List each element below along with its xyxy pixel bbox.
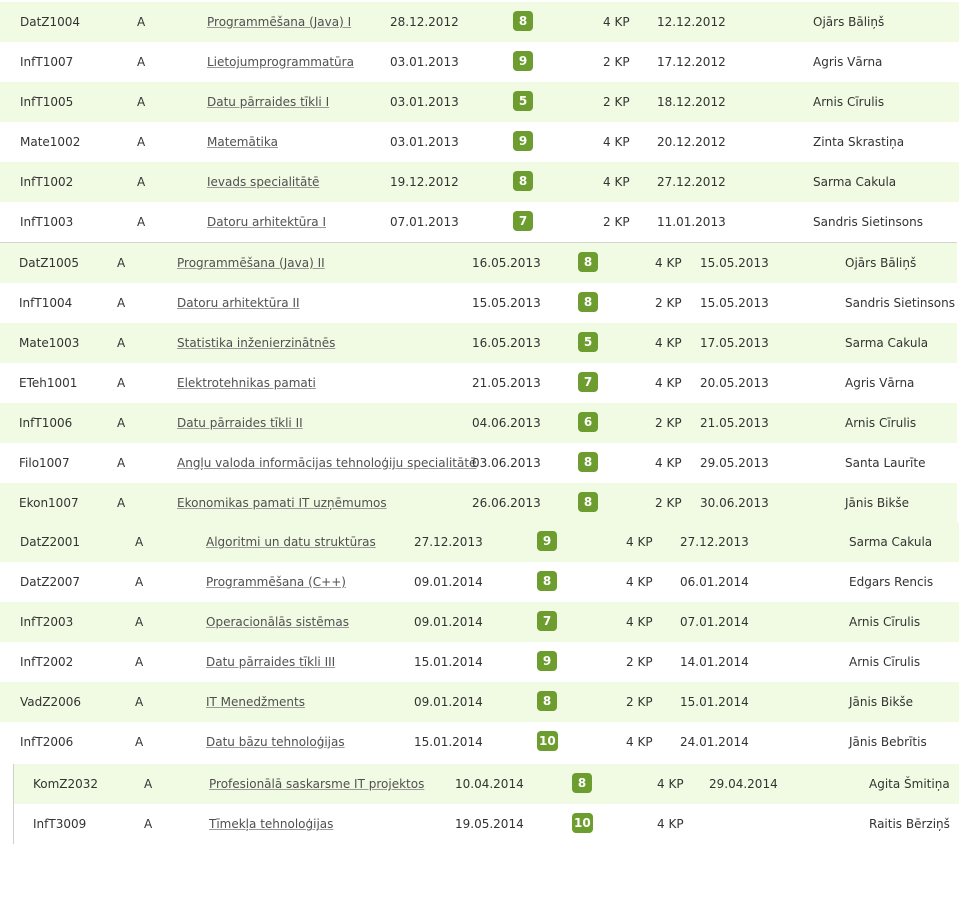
credit-points: 4 KP (655, 336, 682, 350)
grade-badge: 9 (513, 51, 533, 71)
course-code: ETeh1001 (19, 376, 78, 390)
exam-date: 06.01.2014 (680, 575, 749, 589)
table-row (0, 722, 959, 762)
semester-table-3 (0, 522, 959, 762)
course-code: InfT1002 (20, 175, 74, 189)
teacher-name: Jānis Bebrītis (849, 735, 927, 749)
course-part: A (137, 15, 146, 29)
exam-date: 15.05.2013 (700, 256, 769, 270)
course-name-link[interactable]: Statistika inženierzinātnēs (177, 336, 336, 350)
course-name-link[interactable]: Tīmekļa tehnoloģijas (209, 817, 334, 831)
grade-date: 09.01.2014 (414, 615, 483, 629)
course-code: InfT1005 (20, 95, 74, 109)
credit-points: 2 KP (655, 496, 682, 510)
semester-table-2 (0, 242, 957, 523)
grade-date: 03.01.2013 (390, 135, 459, 149)
course-part: A (117, 296, 126, 310)
teacher-name: Sarma Cakula (845, 336, 929, 350)
course-part: A (117, 456, 126, 470)
grade-date: 03.06.2013 (472, 456, 541, 470)
course-code: Filo1007 (19, 456, 70, 470)
teacher-name: Agita Šmitiņa (869, 777, 950, 791)
credit-points: 4 KP (603, 15, 630, 29)
course-code: InfT3009 (33, 817, 87, 831)
course-part: A (144, 817, 153, 831)
credit-points: 4 KP (657, 777, 684, 791)
table-row (0, 283, 957, 323)
course-code: InfT1006 (19, 416, 73, 430)
teacher-name: Agris Vārna (813, 55, 883, 69)
grade-date: 27.12.2013 (414, 535, 483, 549)
table-row (14, 804, 959, 844)
exam-date: 07.01.2014 (680, 615, 749, 629)
course-part: A (137, 135, 146, 149)
exam-date: 21.05.2013 (700, 416, 769, 430)
table-row (0, 42, 959, 82)
table-row (14, 764, 959, 804)
course-code: DatZ1004 (20, 15, 81, 29)
grade-date: 07.01.2013 (390, 215, 459, 229)
course-name-link[interactable]: Datoru arhitektūra I (207, 215, 326, 229)
exam-date: 11.01.2013 (657, 215, 726, 229)
teacher-name: Jānis Bikše (845, 496, 910, 510)
course-name-link[interactable]: Programmēšana (Java) II (177, 256, 325, 270)
exam-date: 17.12.2012 (657, 55, 726, 69)
course-code: InfT1004 (19, 296, 73, 310)
course-code: KomZ2032 (33, 777, 99, 791)
course-code: DatZ2001 (20, 535, 81, 549)
grade-date: 26.06.2013 (472, 496, 541, 510)
teacher-name: Arnis Cīrulis (849, 615, 921, 629)
course-name-link[interactable]: IT Menedžments (206, 695, 305, 709)
teacher-name: Arnis Cīrulis (849, 655, 921, 669)
course-part: A (117, 336, 126, 350)
exam-date: 12.12.2012 (657, 15, 726, 29)
teacher-name: Sarma Cakula (813, 175, 897, 189)
grade-badge: 8 (537, 571, 557, 591)
grade-date: 19.05.2014 (455, 817, 524, 831)
table-row (0, 243, 957, 283)
credit-points: 4 KP (626, 535, 653, 549)
credit-points: 2 KP (626, 695, 653, 709)
course-name-link[interactable]: Angļu valoda informācijas tehnoloģiju specialitātē (177, 456, 477, 470)
grade-badge: 8 (572, 773, 592, 793)
credit-points: 4 KP (626, 615, 653, 629)
course-name-link[interactable]: Programmēšana (Java) I (207, 15, 352, 29)
semester-table-4 (13, 764, 959, 844)
table-row (0, 363, 957, 403)
grade-badge: 7 (513, 211, 533, 231)
exam-date: 29.04.2014 (709, 777, 778, 791)
teacher-name: Arnis Cīrulis (813, 95, 885, 109)
exam-date: 17.05.2013 (700, 336, 769, 350)
course-name-link[interactable]: Lietojumprogrammatūra (207, 55, 354, 69)
teacher-name: Edgars Rencis (849, 575, 934, 589)
grade-date: 09.01.2014 (414, 695, 483, 709)
grade-badge: 7 (537, 611, 557, 631)
course-part: A (135, 535, 144, 549)
course-name-link[interactable]: Profesionālā saskarsme IT projektos (209, 777, 425, 791)
exam-date: 14.01.2014 (680, 655, 749, 669)
teacher-name: Arnis Cīrulis (845, 416, 917, 430)
course-name-link[interactable]: Datu bāzu tehnoloģijas (206, 735, 345, 749)
course-code: InfT2003 (20, 615, 74, 629)
grade-date: 28.12.2012 (390, 15, 459, 29)
grade-date: 15.01.2014 (414, 655, 483, 669)
teacher-name: Sandris Sietinsons (845, 296, 955, 310)
credit-points: 4 KP (603, 135, 630, 149)
grade-date: 15.01.2014 (414, 735, 483, 749)
course-code: DatZ1005 (19, 256, 80, 270)
course-name-link[interactable]: Ekonomikas pamati IT uzņēmumos (177, 496, 387, 510)
grade-badge: 10 (537, 731, 558, 751)
credit-points: 2 KP (655, 296, 682, 310)
teacher-name: Sandris Sietinsons (813, 215, 923, 229)
semester-table-1 (0, 2, 959, 242)
course-code: Mate1002 (20, 135, 81, 149)
course-code: Ekon1007 (19, 496, 79, 510)
exam-date: 29.05.2013 (700, 456, 769, 470)
table-row (0, 522, 959, 562)
grade-badge: 8 (578, 452, 598, 472)
table-row (0, 323, 957, 363)
course-part: A (135, 615, 144, 629)
teacher-name: Jānis Bikše (849, 695, 914, 709)
course-name-link[interactable]: Datu pārraides tīkli III (206, 655, 336, 669)
teacher-name: Sarma Cakula (849, 535, 933, 549)
course-part: A (137, 55, 146, 69)
grade-date: 16.05.2013 (472, 256, 541, 270)
grade-badge: 8 (513, 11, 533, 31)
credit-points: 4 KP (655, 376, 682, 390)
credit-points: 4 KP (655, 456, 682, 470)
table-row (0, 202, 959, 242)
course-code: Mate1003 (19, 336, 80, 350)
table-row (0, 403, 957, 443)
grade-badge: 8 (513, 171, 533, 191)
credit-points: 2 KP (603, 95, 630, 109)
grade-date: 16.05.2013 (472, 336, 541, 350)
credit-points: 4 KP (626, 575, 653, 589)
grade-date: 21.05.2013 (472, 376, 541, 390)
grade-badge: 9 (513, 131, 533, 151)
teacher-name: Zinta Skrastiņa (813, 135, 905, 149)
course-part: A (137, 95, 146, 109)
grade-badge: 10 (572, 813, 593, 833)
teacher-name: Raitis Bērziņš (869, 817, 950, 831)
table-row (0, 162, 959, 202)
course-part: A (117, 256, 126, 270)
exam-date: 24.01.2014 (680, 735, 749, 749)
teacher-name: Ojārs Bāliņš (813, 15, 885, 29)
exam-date: 18.12.2012 (657, 95, 726, 109)
course-name-link[interactable]: Elektrotehnikas pamati (177, 376, 316, 390)
credit-points: 4 KP (655, 256, 682, 270)
table-row (0, 602, 959, 642)
grade-date: 09.01.2014 (414, 575, 483, 589)
table-row (0, 82, 959, 122)
credit-points: 4 KP (603, 175, 630, 189)
grade-badge: 9 (537, 531, 557, 551)
course-name-link[interactable]: Operacionālās sistēmas (206, 615, 349, 629)
course-part: A (135, 575, 144, 589)
grade-date: 04.06.2013 (472, 416, 541, 430)
grade-date: 19.12.2012 (390, 175, 459, 189)
exam-date: 20.05.2013 (700, 376, 769, 390)
course-name-link[interactable]: Ievads specialitātē (207, 175, 320, 189)
course-code: InfT1007 (20, 55, 74, 69)
course-part: A (117, 496, 126, 510)
grade-badge: 8 (578, 252, 598, 272)
grade-badge: 8 (578, 292, 598, 312)
teacher-name: Santa Laurīte (845, 456, 926, 470)
course-code: DatZ2007 (20, 575, 81, 589)
grade-badge: 6 (578, 412, 598, 432)
course-name-link[interactable]: Programmēšana (C++) (206, 575, 346, 589)
exam-date: 15.05.2013 (700, 296, 769, 310)
credit-points: 4 KP (657, 817, 684, 831)
course-code: VadZ2006 (20, 695, 82, 709)
credit-points: 4 KP (626, 735, 653, 749)
grade-badge: 8 (578, 492, 598, 512)
table-row (0, 483, 957, 523)
table-row (0, 2, 959, 42)
grade-badge: 5 (513, 91, 533, 111)
course-name-link[interactable]: Algoritmi un datu struktūras (206, 535, 376, 549)
course-part: A (144, 777, 153, 791)
course-code: InfT2002 (20, 655, 74, 669)
table-row (0, 642, 959, 682)
course-code: InfT1003 (20, 215, 74, 229)
exam-date: 30.06.2013 (700, 496, 769, 510)
table-row (0, 122, 959, 162)
course-part: A (137, 175, 146, 189)
grade-badge: 5 (578, 332, 598, 352)
course-name-link[interactable]: Datu pārraides tīkli II (177, 416, 303, 430)
exam-date: 27.12.2013 (680, 535, 749, 549)
grade-badge: 8 (537, 691, 557, 711)
grade-date: 10.04.2014 (455, 777, 524, 791)
course-part: A (135, 735, 144, 749)
course-name-link[interactable]: Datu pārraides tīkli I (207, 95, 330, 109)
teacher-name: Ojārs Bāliņš (845, 256, 917, 270)
grade-badge: 7 (578, 372, 598, 392)
course-part: A (137, 215, 146, 229)
course-part: A (135, 695, 144, 709)
exam-date: 20.12.2012 (657, 135, 726, 149)
credit-points: 2 KP (603, 215, 630, 229)
exam-date: 27.12.2012 (657, 175, 726, 189)
credit-points: 2 KP (655, 416, 682, 430)
course-part: A (117, 376, 126, 390)
credit-points: 2 KP (626, 655, 653, 669)
course-name-link[interactable]: Matemātika (207, 135, 278, 149)
credit-points: 2 KP (603, 55, 630, 69)
grade-date: 15.05.2013 (472, 296, 541, 310)
exam-date: 15.01.2014 (680, 695, 749, 709)
table-row (0, 682, 959, 722)
course-part: A (117, 416, 126, 430)
course-name-link[interactable]: Datoru arhitektūra II (177, 296, 300, 310)
course-part: A (135, 655, 144, 669)
table-row (0, 562, 959, 602)
table-row (0, 443, 957, 483)
grade-badge: 9 (537, 651, 557, 671)
course-code: InfT2006 (20, 735, 74, 749)
grade-date: 03.01.2013 (390, 95, 459, 109)
grade-date: 03.01.2013 (390, 55, 459, 69)
teacher-name: Agris Vārna (845, 376, 915, 390)
